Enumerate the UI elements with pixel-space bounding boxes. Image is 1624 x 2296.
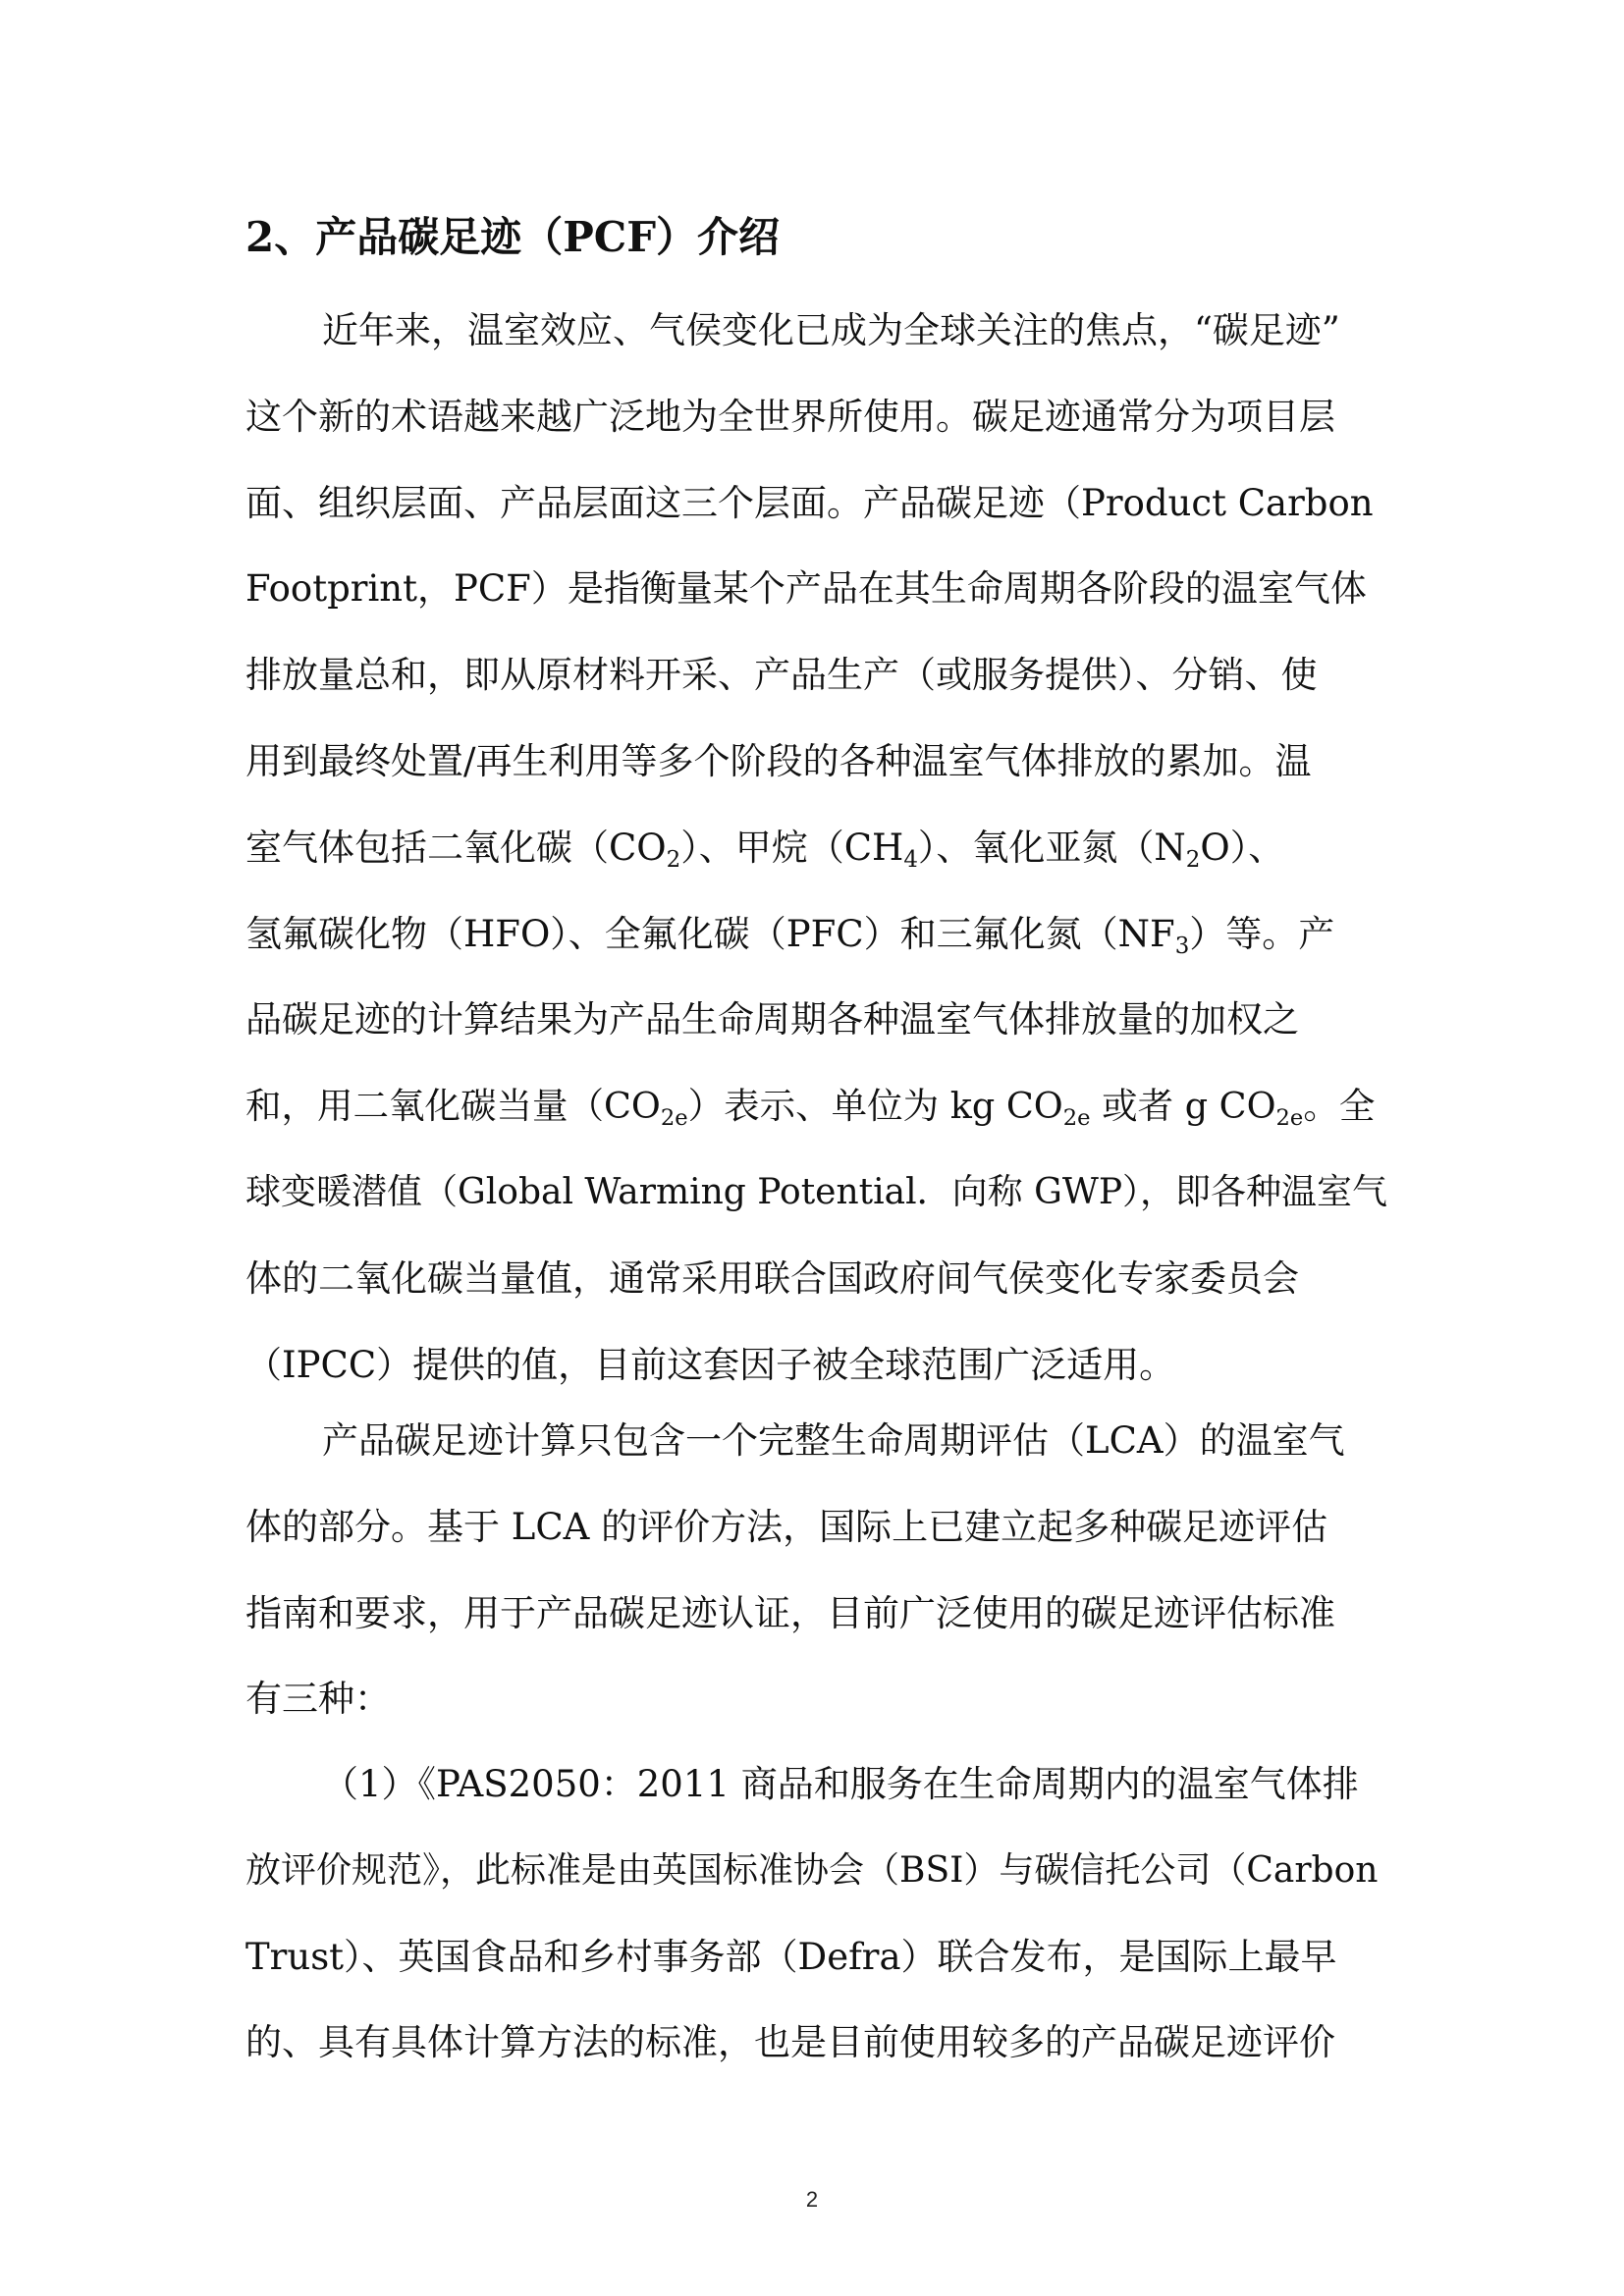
section-heading: 2、产品碳足迹（PCF）介绍	[245, 213, 781, 261]
subscript: 4	[903, 846, 918, 873]
text-line: 这个新的术语越来越广泛地为全世界所使用。碳足迹通常分为项目层	[245, 395, 1335, 438]
subscript: 2	[1185, 846, 1201, 873]
subscript: 2e	[1062, 1104, 1091, 1131]
subscript: 2e	[660, 1104, 688, 1131]
text-run: O）、	[1200, 826, 1285, 869]
text-line: （1）《PAS2050：2011 商品和服务在生命周期内的温室气体排	[322, 1763, 1359, 1805]
text-line: 产品碳足迹计算只包含一个完整生命周期评估（LCA）的温室气	[322, 1419, 1345, 1462]
text-run: ）表示、单位为 kg CO	[687, 1085, 1063, 1128]
text-line: 近年来，温室效应、气侯变化已成为全球关注的焦点，“碳足迹”	[322, 309, 1340, 351]
text-run: 。全	[1303, 1085, 1376, 1128]
text-line: 有三种：	[245, 1678, 391, 1721]
text-line: 放评价规范》，此标准是由英国标准协会（BSI）与碳信托公司（Carbon	[245, 1849, 1379, 1891]
text-line: 品碳足迹的计算结果为产品生命周期各种温室气体排放量的加权之	[245, 998, 1299, 1041]
text-line: 的、具有具体计算方法的标准，也是目前使用较多的产品碳足迹评价	[245, 2021, 1335, 2064]
text-line: 排放量总和，即从原材料开采、产品生产（或服务提供）、分销、使	[245, 654, 1318, 697]
text-run: ）、甲烷（CH	[680, 826, 904, 869]
text-run: 氢氟碳化物（HFO）、全氟化碳（PFC）和三氟化氮（NF	[245, 912, 1175, 955]
subscript: 3	[1174, 933, 1190, 959]
text-line: Trust）、英国食品和乡村事务部（Defra）联合发布，是国际上最早	[245, 1935, 1337, 1978]
text-line: 面、组织层面、产品层面这三个层面。产品碳足迹（Product Carbon	[245, 481, 1374, 524]
text-line-co2e-units	[245, 1063, 1389, 1149]
text-line: 用到最终处置/再生利用等多个阶段的各种温室气体排放的累加。温	[245, 739, 1312, 782]
text-line-fluorinated-gases	[245, 891, 1389, 978]
text-line: 球变暖潜值（Global Warming Potential．向称 GWP），即各种温室气	[245, 1171, 1388, 1212]
subscript: 2	[666, 846, 681, 873]
text-line: 体的二氧化碳当量值，通常采用联合国政府间气侯变化专家委员会	[245, 1256, 1299, 1300]
paragraph-pcf-definition	[245, 288, 1389, 1408]
text-run: 和，用二氧化碳当量（CO	[245, 1085, 661, 1128]
subscript: 2e	[1275, 1104, 1304, 1131]
text-run: 室气体包括二氧化碳（CO	[245, 826, 667, 869]
text-line: 体的部分。基于 LCA 的评价方法，国际上已建立起多种碳足迹评估	[245, 1505, 1328, 1548]
paragraph-lca-standards	[245, 1398, 1389, 1742]
text-run: ）等。产	[1189, 912, 1335, 955]
text-line: 指南和要求，用于产品碳足迹认证，目前广泛使用的碳足迹评估标准	[245, 1591, 1335, 1634]
text-run: ）、氧化亚氮（N	[917, 826, 1186, 869]
text-run: 或者 g CO	[1090, 1085, 1276, 1128]
paragraph-pas2050	[245, 1741, 1389, 2086]
text-line-greenhouse-gases	[245, 805, 1389, 891]
text-line: （IPCC）提供的值，目前这套因子被全球范围广泛适用。	[245, 1343, 1176, 1386]
page-number: 2	[805, 2187, 819, 2212]
text-line: Footprint，PCF）是指衡量某个产品在其生命周期各阶段的温室气体	[245, 567, 1367, 611]
